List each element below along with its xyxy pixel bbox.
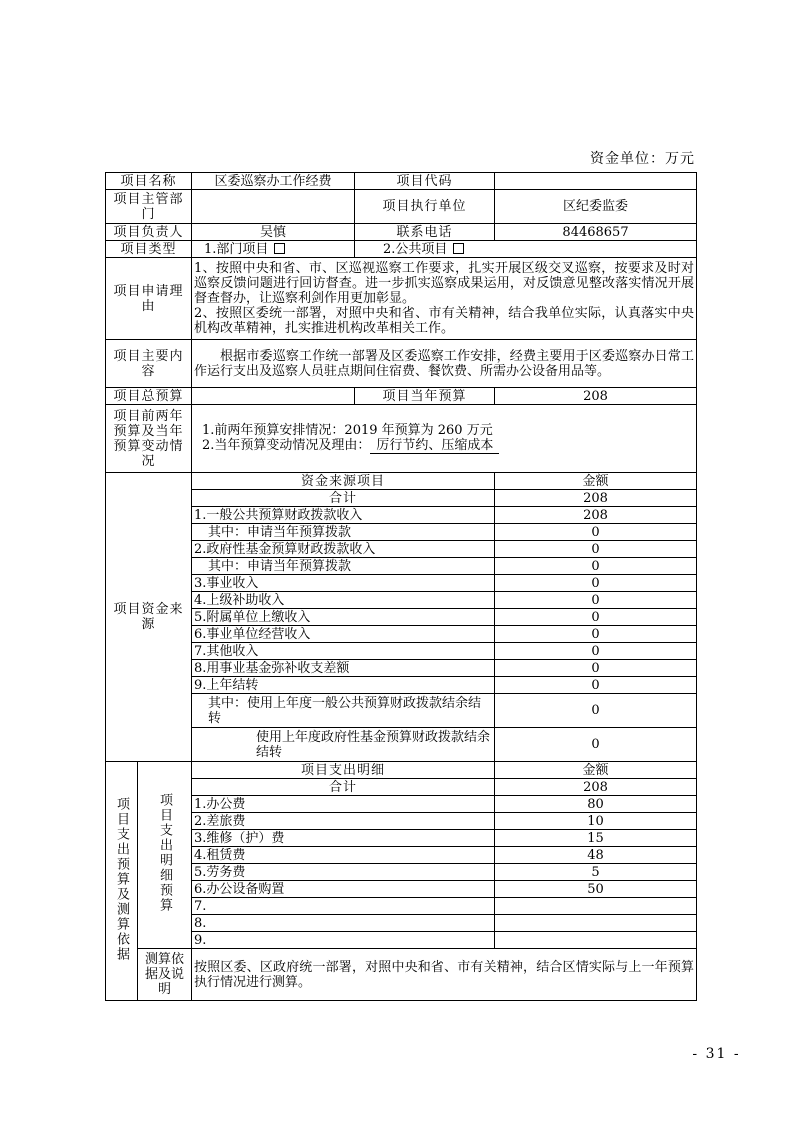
row-basis: [106, 949, 697, 1001]
funding-amount: 208: [495, 507, 697, 524]
phone-value: 84468657: [495, 224, 697, 241]
reason-text: 1、按照中央和省、市、区巡视巡察工作要求，扎实开展区级交叉巡察，按要求及时对巡察反馈问题进行回访督查。进一步抓实巡察成果运用，对反馈意见整改落实情况开展督查督办，让巡察利剑作用更加彰显。 2、按照区委统一部署，对照中央和省、市有关精神，结合我单位实际，认真落实中央机构改革精神，扎实推进机构改革相关工作。: [192, 258, 697, 340]
expense-item: 7.: [192, 898, 495, 915]
table-row: [106, 898, 697, 915]
funding-item: 2.政府性基金预算财政拨款收入: [192, 541, 495, 558]
funding-amount: 0: [495, 694, 697, 728]
expense-item: 合计: [192, 779, 495, 796]
table-row: [106, 626, 697, 643]
expense-item: 1.办公费: [192, 796, 495, 813]
table-row: [106, 677, 697, 694]
table-row: [106, 507, 697, 524]
checkbox-icon: [453, 243, 464, 254]
funding-item: 其中：申请当年预算拨款: [192, 558, 495, 575]
funding-item: 7.其他收入: [192, 643, 495, 660]
funding-item: 5.附属单位上缴收入: [192, 609, 495, 626]
funding-item: 8.用事业基金弥补收支差额: [192, 660, 495, 677]
type-label: 项目类型: [106, 241, 192, 258]
funding-item: 使用上年度政府性基金预算财政拨款结余结转: [192, 728, 495, 762]
row-type: [106, 241, 697, 258]
dept-label: 项目主管部门: [106, 190, 192, 224]
funding-amount: 0: [495, 575, 697, 592]
table-row: [106, 643, 697, 660]
change-line-1: 1.前两年预算安排情况：2019 年预算为 260 万元: [202, 423, 493, 438]
table-row: [106, 609, 697, 626]
type-option-dept: [192, 241, 355, 258]
funding-header-item: 资金来源项目: [192, 473, 495, 490]
table-row: [106, 694, 697, 728]
funding-amount: 0: [495, 592, 697, 609]
expense-inner-label: 项目支出明细预算: [157, 793, 172, 913]
funding-header-row: [106, 473, 697, 490]
basis-text: 按照区委、区政府统一部署，对照中央和省、市有关精神，结合区情实际与上一年预算执行情况进行测算。: [192, 949, 697, 1001]
project-name-label: 项目名称: [106, 173, 192, 190]
phone-label: 联系电话: [355, 224, 495, 241]
table-row: [106, 796, 697, 813]
row-content: [106, 340, 697, 388]
funding-item: 其中：申请当年预算拨款: [192, 524, 495, 541]
table-row: [106, 779, 697, 796]
change-line-2: [202, 438, 694, 454]
table-row: [106, 932, 697, 949]
funding-item: 合计: [192, 490, 495, 507]
expense-amount: [495, 932, 697, 949]
table-row: [106, 881, 697, 898]
change-label: 项目前两年预算及当年预算变动情况: [106, 405, 192, 473]
table-row: [106, 541, 697, 558]
content-label: 项目主要内容: [106, 340, 192, 388]
table-row: [106, 575, 697, 592]
funding-item: 1.一般公共预算财政拨款收入: [192, 507, 495, 524]
expense-item: 6.办公设备购置: [192, 881, 495, 898]
expense-amount: 15: [495, 830, 697, 847]
expense-amount: 48: [495, 847, 697, 864]
change-cell: [192, 405, 697, 473]
dept-value: [192, 190, 355, 224]
change-line-2-prefix: 2.当年预算变动情况及理由：: [202, 438, 371, 453]
page-number: [0, 1046, 793, 1062]
row-change: [106, 405, 697, 473]
expense-outer-label-cell: [106, 762, 138, 1001]
expense-amount: [495, 915, 697, 932]
funding-item: 3.事业收入: [192, 575, 495, 592]
total-budget-value: [192, 388, 355, 405]
expense-amount: 50: [495, 881, 697, 898]
funding-amount: 0: [495, 558, 697, 575]
expense-header-item: 项目支出明细: [192, 762, 495, 779]
table-row: [106, 915, 697, 932]
funding-item: 9.上年结转: [192, 677, 495, 694]
page-number-text: - 31 -: [692, 1046, 741, 1062]
funding-amount: 0: [495, 541, 697, 558]
project-name-value: 区委巡察办工作经费: [192, 173, 355, 190]
funding-amount: 0: [495, 677, 697, 694]
expense-item: 3.维修（护）费: [192, 830, 495, 847]
row-budget: [106, 388, 697, 405]
table-row: [106, 847, 697, 864]
funding-item: 其中：使用上年度一般公共预算财政拨款结余结转: [192, 694, 495, 728]
table-row: [106, 524, 697, 541]
owner-label: 项目负责人: [106, 224, 192, 241]
current-budget-value: 208: [495, 388, 697, 405]
currency-unit: 资金单位：万元: [590, 151, 695, 167]
funding-amount: 208: [495, 490, 697, 507]
expense-amount: 10: [495, 813, 697, 830]
funding-item: 6.事业单位经营收入: [192, 626, 495, 643]
expense-inner-label-cell: [138, 762, 192, 949]
expense-item: 9.: [192, 932, 495, 949]
row-owner: [106, 224, 697, 241]
funding-amount: 0: [495, 609, 697, 626]
expense-amount: [495, 898, 697, 915]
table-row: [106, 728, 697, 762]
expense-item: 8.: [192, 915, 495, 932]
expense-amount: 5: [495, 864, 697, 881]
funding-amount: 0: [495, 728, 697, 762]
expense-item: 4.租赁费: [192, 847, 495, 864]
funding-header-amount: 金额: [495, 473, 697, 490]
row-reason: [106, 258, 697, 340]
expense-header-row: [106, 762, 697, 779]
row-project-name: [106, 173, 697, 190]
expense-item: 2.差旅费: [192, 813, 495, 830]
change-reason: 厉行节约、压缩成本: [370, 438, 499, 454]
type-option-public-text: 2.公共项目: [383, 241, 448, 257]
funding-amount: 0: [495, 626, 697, 643]
table-row: [106, 830, 697, 847]
expense-item: 5.劳务费: [192, 864, 495, 881]
table-row: [106, 813, 697, 830]
expense-outer-label: 项目支出预算及测算依据: [114, 796, 129, 962]
table-row: [106, 558, 697, 575]
row-dept: [106, 190, 697, 224]
exec-unit-value: 区纪委监委: [495, 190, 697, 224]
table-row: [106, 864, 697, 881]
current-budget-label: 项目当年预算: [355, 388, 495, 405]
checkbox-icon: [274, 243, 285, 254]
funding-label: 项目资金来源: [106, 473, 192, 762]
project-code-value: [495, 173, 697, 190]
expense-header-amount: 金额: [495, 762, 697, 779]
table-row: [106, 660, 697, 677]
type-option-public: [355, 241, 697, 258]
project-code-label: 项目代码: [355, 173, 495, 190]
funding-amount: 0: [495, 643, 697, 660]
content-text: 根据市委巡察工作统一部署及区委巡察工作安排，经费主要用于区委巡察办日常工作运行支出及巡察人员驻点期间住宿费、餐饮费、所需办公设备用品等。: [192, 340, 697, 388]
table-row: [106, 592, 697, 609]
funding-item: 4.上级补助收入: [192, 592, 495, 609]
project-budget-form: [105, 172, 697, 1001]
type-option-dept-text: 1.部门项目: [204, 241, 269, 257]
owner-value: 吴慎: [192, 224, 355, 241]
total-budget-label: 项目总预算: [106, 388, 192, 405]
exec-unit-label: 项目执行单位: [355, 190, 495, 224]
expense-amount: 208: [495, 779, 697, 796]
reason-label: 项目申请理由: [106, 258, 192, 340]
table-row: [106, 490, 697, 507]
expense-amount: 80: [495, 796, 697, 813]
funding-amount: 0: [495, 524, 697, 541]
basis-label: 测算依据及说明: [138, 949, 192, 1001]
funding-amount: 0: [495, 660, 697, 677]
